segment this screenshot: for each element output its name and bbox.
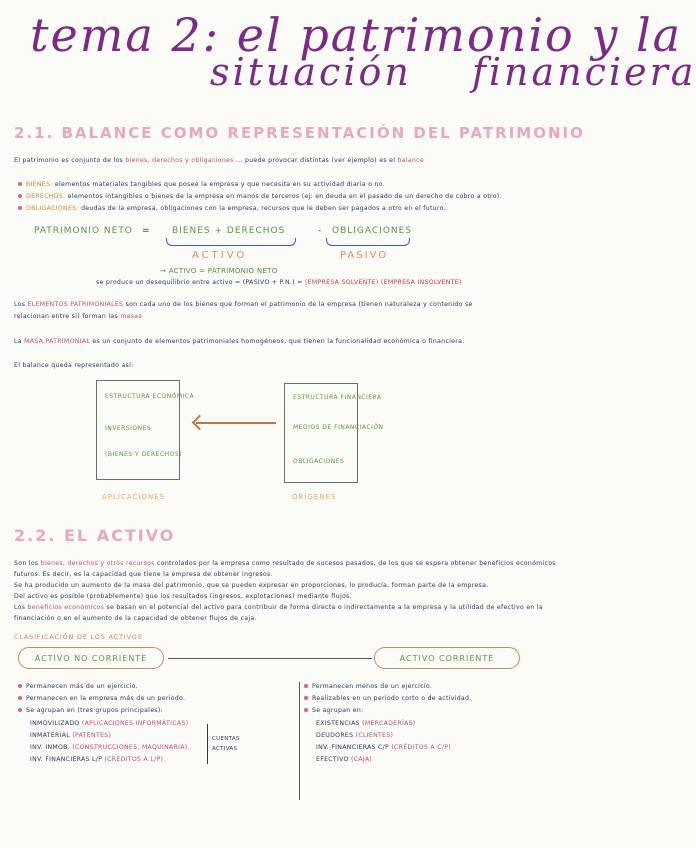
para-highlight: masas [120, 313, 142, 320]
para-text: se basan en el potencial del activo para contribuir de forma directa o indirectamente a la empresa y la utilidad de efectivo en la [106, 604, 544, 611]
bullet-text: Se agrupan en: [312, 707, 364, 714]
box-item: INVERSIONES [105, 425, 152, 432]
row-key: INMOVILIZADO [30, 720, 80, 727]
activo-paragraph-1 [14, 560, 556, 567]
bullet-dot [18, 696, 22, 700]
paragraph-masa [14, 338, 465, 345]
bullet-text: Se agrupan en (tres grupos principales): [26, 707, 163, 714]
formula-note-text: se produce un desequilibrio entre activo = (PASIVO + P.N.) = [96, 279, 303, 286]
bullet-term: BIENES: [26, 181, 53, 188]
formula-activo: ACTIVO [192, 250, 248, 261]
paragraph-elementos [14, 301, 473, 308]
row-value: (CAJA) [350, 756, 373, 763]
box-item: ESTRUCTURA FINANCIERA [293, 394, 382, 401]
page-title: tema 2: el patrimonio y la [30, 8, 683, 62]
activo-paragraph-4 [14, 604, 543, 611]
ac-row-4 [316, 756, 372, 763]
para-text: son cada uno de los bienes que forman el patrimonio de la empresa (tienen naturaleza y contenido se [125, 301, 473, 308]
formula-bienes-derechos: BIENES + DERECHOS [172, 226, 286, 236]
row-value: (CRÉDITOS A C/P) [391, 744, 451, 751]
anc-side-note-1: CUENTAS [212, 736, 240, 742]
ac-row-1 [316, 720, 416, 727]
title-word-situacion: situación [210, 50, 412, 94]
formula-sub: → ACTIVO = PATRIMONIO NETO [160, 267, 278, 275]
ac-bullet-1 [304, 683, 432, 690]
para-text: Los [14, 301, 26, 308]
box-item: ESTRUCTURA ECONÓMICA [105, 393, 195, 400]
intro-paragraph [14, 157, 424, 164]
side-bracket [207, 724, 208, 764]
bullet-text: elementos intangibles o bienes de la empresa en manos de terceros (ej: en deuda en el pasado de un derecho de cobro a otro). [67, 193, 502, 200]
row-key: EXISTENCIAS [316, 720, 360, 727]
activo-paragraph-2: Se ha producido un aumento de la masa del patrimonio, que se pueden expresar en proporciones, lo producía, forman parte de la empresa. [14, 582, 489, 589]
formula-obligaciones: OBLIGACIONES [332, 226, 413, 236]
arrow-left-icon [196, 422, 276, 424]
formula-minus: - [318, 226, 323, 236]
bullet-dot [18, 708, 22, 712]
row-key: INV. INMOB. [30, 744, 70, 751]
title-word-financiera: financiera [471, 50, 696, 94]
bullet-text: Realizables en un periodo corto o de actividad. [312, 695, 472, 702]
bullet-dot [18, 206, 22, 210]
bullet-dot [18, 194, 22, 198]
anc-row-3 [30, 744, 188, 751]
ac-row-2 [316, 732, 393, 739]
section-heading-2-1: 2.1. BALANCE COMO REPRESENTACIÓN DEL PATRIMONIO [14, 124, 585, 142]
row-value: (CRÉDITOS A L/P) [104, 756, 164, 763]
row-value: (MERCADERÍAS) [362, 720, 416, 727]
bullet-text: Permanecen menos de un ejercicio. [312, 683, 433, 690]
caption-aplicaciones: APLICACIONES [102, 493, 166, 501]
ac-row-3 [316, 744, 451, 751]
intro-highlight-balance: balance [397, 157, 424, 164]
para-highlight: beneficios económicos [27, 604, 105, 611]
para-text: relacionan entre si) forman las [14, 313, 119, 320]
bullet-dot [18, 684, 22, 688]
bullet-term: OBLIGACIONES: [26, 205, 79, 212]
para-highlight: MASA PATRIMONIAL [24, 338, 91, 345]
bullet-dot [304, 696, 308, 700]
row-key: INV. FINANCIERAS C/P [316, 744, 390, 751]
row-key: DEUDORES [316, 732, 354, 739]
intro-highlight: bienes, derechos y obligaciones [125, 157, 234, 164]
row-key: INV. FINANCIERAS L/P [30, 756, 103, 763]
bullet-obligaciones [18, 205, 446, 212]
bullet-text: deudas de la empresa, obligaciones con la empresa, recursos que le deben ser pagados a otro en el futuro. [81, 205, 446, 212]
anc-bullet-3 [18, 707, 163, 714]
pill-activo-no-corriente: ACTIVO NO CORRIENTE [18, 647, 164, 669]
anc-row-2 [30, 732, 111, 739]
activo-paragraph-4b: financiación o en el aumento de la capacidad de obtener flujos de caja. [14, 615, 257, 622]
anc-row-1 [30, 720, 188, 727]
para-text: Son los [14, 560, 39, 567]
formula-note-insolvente: (EMPRESA INSOLVENTE) [380, 279, 462, 286]
anc-bullet-1 [18, 683, 138, 690]
bullet-text: Permanecen más de un ejercicio. [26, 683, 138, 690]
row-key: EFECTIVO [316, 756, 349, 763]
activo-paragraph-1b: futuros. Es decir, es la capacidad que tiene la empresa de obtener ingresos. [14, 571, 273, 578]
clasificacion-heading: CLASIFICACIÓN DE LOS ACTIVOS [14, 633, 143, 641]
row-value: (CONSTRUCCIONES, MAQUINARIA) [72, 744, 188, 751]
bracket-pasivo [326, 238, 410, 246]
bullet-text: elementos materiales tangibles que posee la empresa y que necesita en su actividad diaria o no. [54, 181, 385, 188]
formula-patrimonio-neto: PATRIMONIO NETO [34, 226, 133, 236]
bullet-dot [18, 182, 22, 186]
bullet-text: Permanecen en la empresa más de un periodo. [26, 695, 186, 702]
para-text: Los [14, 604, 26, 611]
box-item: (BIENES Y DERECHOS) [105, 451, 183, 458]
page-title-line-2 [210, 50, 696, 94]
formula-note-solvente: (EMPRESA SOLVENTE) [304, 279, 379, 286]
section-heading-2-2: 2.2. EL ACTIVO [14, 526, 176, 545]
row-value: (CLIENTES) [355, 732, 394, 739]
bullet-bienes [18, 181, 385, 188]
box-estructura-financiera [284, 383, 384, 483]
anc-bullet-2 [18, 695, 185, 702]
box-estructura-economica [96, 380, 195, 480]
row-value: (APLICACIONES INFORMÁTICAS) [81, 720, 189, 727]
ac-bullet-3 [304, 707, 364, 714]
activo-paragraph-3: Del activo es posible (probablemente) que los resultados (ingresos, explotaciones) mediante flujos. [14, 593, 352, 600]
bullet-term: DERECHOS: [26, 193, 66, 200]
row-value: (PATENTES) [72, 732, 112, 739]
para-highlight: ELEMENTOS PATRIMONIALES [27, 301, 124, 308]
anc-row-4 [30, 756, 163, 763]
bracket-activo [166, 238, 296, 246]
formula-pasivo: PASIVO [340, 250, 389, 261]
caption-origenes: ORÍGENES [292, 493, 337, 501]
para-text: controlados por la empresa como resultado de sucesos pasados, de los que se espera obtener beneficios económicos [157, 560, 556, 567]
para-text: es un conjunto de elementos patrimoniales homogéneos, que tienen la funcionalidad económica o financiera. [92, 338, 465, 345]
row-key: INMATERIAL [30, 732, 71, 739]
intro-text-c: ... puede provocar distintas (ver ejemplo) es el [235, 157, 396, 164]
intro-text-a: El patrimonio es conjunto de los [14, 157, 124, 164]
bullet-dot [304, 684, 308, 688]
box-item: OBLIGACIONES [293, 458, 345, 465]
paragraph-representacion: El balance queda representado así: [14, 362, 134, 369]
anc-side-note-2: ACTIVAS [212, 746, 238, 752]
bullet-dot [304, 708, 308, 712]
para-highlight: bienes, derechos y otros recursos [40, 560, 155, 567]
divider-horizontal [168, 658, 372, 659]
bullet-derechos [18, 193, 502, 200]
ac-bullet-2 [304, 695, 472, 702]
para-text: La [14, 338, 22, 345]
formula-equals: = [142, 226, 151, 236]
box-item: MEDIOS DE FINANCIACIÓN [293, 424, 384, 431]
formula-note [96, 279, 462, 286]
paragraph-elementos-2 [14, 313, 142, 320]
pill-activo-corriente: ACTIVO CORRIENTE [374, 647, 520, 669]
divider-vertical [299, 682, 300, 800]
